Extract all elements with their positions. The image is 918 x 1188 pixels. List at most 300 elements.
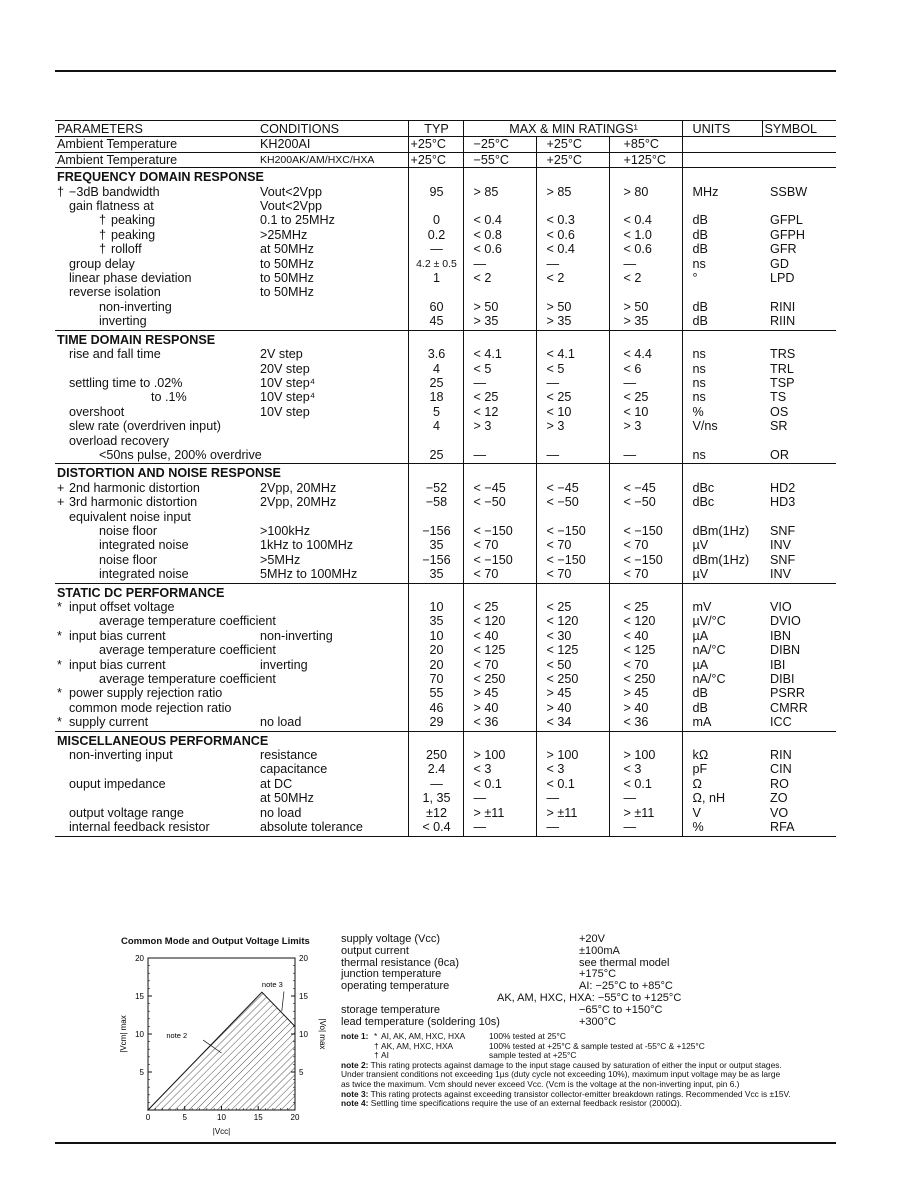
sym-cell: TS <box>770 390 787 405</box>
sym-cell: ZO <box>770 791 788 806</box>
param-text: linear phase deviation <box>69 271 192 286</box>
r1-cell <box>463 464 536 481</box>
abs-max-label: supply voltage (Vcc) <box>341 933 441 945</box>
r1-cell: < 2 <box>463 271 536 285</box>
y-right-tick-label: 20 <box>299 954 308 963</box>
r1-cell: < 40 <box>463 629 536 643</box>
param-text: overshoot <box>69 404 125 419</box>
param-text: reverse isolation <box>69 285 161 300</box>
param-text: output voltage range <box>69 805 184 820</box>
ambient-unit <box>682 137 762 152</box>
r1-cell: < 250 <box>463 672 536 686</box>
table-row <box>55 257 836 271</box>
param-text: integrated noise <box>99 538 189 553</box>
unit-cell: dBm(1Hz) <box>682 553 762 567</box>
sym-cell <box>762 434 836 448</box>
unit-cell <box>682 168 762 185</box>
unit-cell: ns <box>682 257 762 271</box>
unit-cell: nA/°C <box>682 672 762 686</box>
ambient-r2: +25°C <box>536 137 609 152</box>
r2-cell: — <box>536 791 609 805</box>
param-cell <box>55 228 258 242</box>
param-cell <box>55 257 258 271</box>
table-row <box>55 448 836 464</box>
typ-cell: 25 <box>408 376 463 390</box>
r1-cell: > 40 <box>463 701 536 715</box>
notes <box>341 1032 791 1109</box>
typ-cell: 0 <box>408 213 463 227</box>
section-heading <box>55 168 836 185</box>
unit-cell: dB <box>682 686 762 700</box>
r3-cell: — <box>609 257 682 271</box>
footnote-mark: † <box>99 213 107 228</box>
param-text: inverting <box>99 314 147 329</box>
sym-cell: IBN <box>770 628 792 643</box>
param-text: to .1% <box>151 390 187 405</box>
r2-cell: < 125 <box>536 643 609 657</box>
table-row <box>55 434 836 448</box>
r1-cell: > 100 <box>463 748 536 762</box>
param-cell <box>55 419 258 433</box>
sym-cell <box>762 199 836 213</box>
param-text: input bias current <box>69 628 166 643</box>
typ-cell <box>408 510 463 524</box>
cond-cell: >100kHz <box>260 523 311 538</box>
ambient-sym <box>762 137 836 152</box>
r1-cell: — <box>463 791 536 805</box>
r1-cell: — <box>463 448 536 464</box>
unit-cell <box>682 510 762 524</box>
r2-cell <box>536 464 609 481</box>
y-axis-label: |Vcm| max <box>119 1015 128 1053</box>
r3-cell <box>609 731 682 748</box>
param-text: ouput impedance <box>69 776 166 791</box>
typ-cell: 10 <box>408 600 463 614</box>
r3-cell <box>609 510 682 524</box>
r1-cell: — <box>463 820 536 836</box>
cond-cell <box>258 614 408 628</box>
unit-cell: µA <box>682 629 762 643</box>
typ-cell: 1, 35 <box>408 791 463 805</box>
r1-cell: < 0.6 <box>463 242 536 256</box>
table-row <box>55 362 836 376</box>
param-cell <box>55 791 258 805</box>
param-text: non-inverting <box>99 299 172 314</box>
typ-cell: < 0.4 <box>408 820 463 836</box>
cond-cell: 10V step⁴ <box>260 390 316 405</box>
typ-cell <box>408 434 463 448</box>
ambient-r3: +85°C <box>609 137 682 152</box>
r2-cell <box>536 510 609 524</box>
typ-cell: 10 <box>408 629 463 643</box>
param-cell <box>55 185 258 199</box>
typ-cell: 70 <box>408 672 463 686</box>
bottom-rule <box>55 1142 836 1144</box>
note-1a-mark: * <box>374 1031 378 1041</box>
abs-max-value: ±100mA <box>579 944 620 957</box>
sym-cell: TRL <box>770 361 794 376</box>
note-4-label: note 4: <box>341 1098 369 1109</box>
note-4-text: Settling time specifications require the use of an external feedback resistor (2000Ω). <box>370 1098 682 1109</box>
sym-cell: RINI <box>770 299 796 314</box>
abs-max-label: lead temperature (soldering 10s) <box>341 1015 500 1028</box>
cond-cell: inverting <box>260 657 308 672</box>
unit-cell: mV <box>682 600 762 614</box>
r3-cell: < 0.6 <box>609 242 682 256</box>
r1-cell: < 25 <box>463 390 536 404</box>
typ-cell: 55 <box>408 686 463 700</box>
sym-cell: LPD <box>770 271 795 286</box>
cond-cell: >5MHz <box>260 552 301 567</box>
param-text: rise and fall time <box>69 347 161 362</box>
typ-cell: 4 <box>408 419 463 433</box>
sym-cell: TSP <box>770 375 795 390</box>
table-row <box>55 242 836 256</box>
header-ratings: MAX & MIN RATINGS¹ <box>463 121 682 137</box>
param-text: group delay <box>69 256 135 271</box>
sym-cell: INV <box>770 538 792 553</box>
abs-max-label: operating temperature <box>341 980 450 993</box>
param-text: peaking <box>111 213 156 228</box>
param-cell <box>55 553 258 567</box>
note-3-label: note 3: <box>341 1088 369 1099</box>
abs-max-row <box>341 946 841 958</box>
cond-cell <box>258 434 408 448</box>
footnote-mark: † <box>99 227 107 242</box>
table-row <box>55 701 836 715</box>
ambient-sym <box>762 152 836 167</box>
unit-cell: % <box>682 405 762 419</box>
param-cell <box>55 199 258 213</box>
r2-cell: — <box>536 257 609 271</box>
r3-cell: > 100 <box>609 748 682 762</box>
table-row <box>55 820 836 836</box>
cond-cell <box>258 510 408 524</box>
r3-cell <box>609 583 682 600</box>
typ-cell: — <box>408 242 463 256</box>
param-cell <box>55 567 258 583</box>
typ-cell: 20 <box>408 643 463 657</box>
unit-cell <box>682 199 762 213</box>
sym-cell: PSRR <box>770 686 806 701</box>
footnote-mark: * <box>57 600 62 614</box>
y-right-tick-label: 5 <box>299 1068 304 1077</box>
sym-cell: DIBN <box>770 643 801 658</box>
r1-cell <box>463 285 536 299</box>
table-row <box>55 614 836 628</box>
param-text: overload recovery <box>69 433 170 448</box>
r3-cell: < 70 <box>609 538 682 552</box>
table-row <box>55 791 836 805</box>
param-text: non-inverting input <box>69 748 173 763</box>
r3-cell: — <box>609 791 682 805</box>
abs-max-row <box>341 993 841 1005</box>
unit-cell: dB <box>682 300 762 314</box>
ambient-typ: +25°C <box>408 152 463 167</box>
section-title: TIME DOMAIN RESPONSE <box>57 332 216 347</box>
param-text: input offset voltage <box>69 600 175 614</box>
sym-cell: GFR <box>770 242 797 257</box>
param-cell <box>55 715 258 731</box>
r2-cell <box>536 731 609 748</box>
footnote-mark: * <box>57 686 62 701</box>
sym-cell <box>762 330 836 347</box>
param-cell <box>55 643 276 658</box>
typ-cell: −52 <box>408 481 463 495</box>
unit-cell <box>682 583 762 600</box>
param-cell <box>55 347 258 361</box>
param-text: slew rate (overdriven input) <box>69 419 221 434</box>
table-row <box>55 419 836 433</box>
r3-cell: < 120 <box>609 614 682 628</box>
table-row <box>55 629 836 643</box>
header-conditions: CONDITIONS <box>258 121 408 137</box>
param-text: settling time to .02% <box>69 375 183 390</box>
abs-max-row <box>341 1005 841 1017</box>
sym-cell: TRS <box>770 347 796 362</box>
param-cell <box>55 405 258 419</box>
r2-cell: > 45 <box>536 686 609 700</box>
r1-cell: < 0.4 <box>463 213 536 227</box>
r3-cell: < 1.0 <box>609 228 682 242</box>
annotation-note-3: note 3 <box>261 979 283 989</box>
sym-cell: SR <box>770 419 788 434</box>
r3-cell: > 45 <box>609 686 682 700</box>
section-title: DISTORTION AND NOISE RESPONSE <box>57 466 281 481</box>
r2-cell: < 10 <box>536 405 609 419</box>
r3-cell: > 3 <box>609 419 682 433</box>
cond-cell: 5MHz to 100MHz <box>258 567 408 583</box>
table-header <box>55 121 836 137</box>
table-row <box>55 806 836 820</box>
r3-cell <box>609 464 682 481</box>
unit-cell: Ω, nH <box>682 791 762 805</box>
r3-cell: < 6 <box>609 362 682 376</box>
table-row <box>55 228 836 242</box>
note-2-label: note 2: <box>341 1059 369 1070</box>
abs-max-value: +175°C <box>579 968 617 981</box>
r1-cell: > 50 <box>463 300 536 314</box>
note-2 <box>341 1061 791 1090</box>
r2-cell: < 25 <box>536 390 609 404</box>
param-cell <box>55 434 258 448</box>
r2-cell: < −150 <box>536 553 609 567</box>
r1-cell: < 70 <box>463 567 536 583</box>
y-tick-label: 15 <box>135 992 144 1001</box>
cond-cell <box>258 448 408 464</box>
r2-cell: > ±11 <box>536 806 609 820</box>
r2-cell: < −50 <box>536 495 609 509</box>
r3-cell: > 40 <box>609 701 682 715</box>
r1-cell: < 3 <box>463 762 536 776</box>
unit-cell: dB <box>682 314 762 330</box>
sym-cell: OR <box>762 448 836 464</box>
unit-cell <box>682 330 762 347</box>
sym-cell: ICC <box>762 715 836 731</box>
r1-cell: > 45 <box>463 686 536 700</box>
r1-cell <box>463 330 536 347</box>
cond-cell <box>258 300 408 314</box>
note-1b-value: 100% tested at +25°C & sample tested at -55°C & +125°C <box>489 1040 705 1051</box>
r3-cell: < 4.4 <box>609 347 682 361</box>
r2-cell: < −45 <box>536 481 609 495</box>
footnote-mark: * <box>57 628 62 643</box>
section-title: MISCELLANEOUS PERFORMANCE <box>57 733 269 748</box>
table-row <box>55 658 836 672</box>
param-cell <box>55 658 258 672</box>
typ-cell: 46 <box>408 701 463 715</box>
y-tick-label: 5 <box>139 1068 144 1077</box>
unit-cell: µV/°C <box>682 614 762 628</box>
sym-cell <box>762 583 836 600</box>
sym-cell: CIN <box>770 762 792 777</box>
r1-cell: — <box>463 376 536 390</box>
r2-cell: < 25 <box>536 600 609 614</box>
r1-cell: < 12 <box>463 405 536 419</box>
cond-cell: 2Vpp, 20MHz <box>260 495 337 510</box>
abs-max-label: thermal resistance (θca) <box>341 956 459 969</box>
r1-cell: < 125 <box>463 643 536 657</box>
r1-cell <box>463 583 536 600</box>
r2-cell <box>536 434 609 448</box>
cond-cell: resistance <box>260 748 318 763</box>
table-row <box>55 285 836 299</box>
r3-cell: < −50 <box>609 495 682 509</box>
unit-cell: dBc <box>682 495 762 509</box>
param-text: average temperature coefficient <box>99 643 276 658</box>
sym-cell <box>762 464 836 481</box>
r2-cell: < 3 <box>536 762 609 776</box>
param-text: −3dB bandwidth <box>69 184 160 199</box>
typ-cell: 35 <box>408 538 463 552</box>
r3-cell <box>609 199 682 213</box>
r2-cell <box>536 199 609 213</box>
ambient-unit <box>682 152 762 167</box>
table-row <box>55 672 836 686</box>
sym-cell: SSBW <box>770 184 808 199</box>
cond-cell: capacitance <box>260 762 328 777</box>
r1-cell: > 3 <box>463 419 536 433</box>
section-heading <box>55 731 836 748</box>
r2-cell: < −150 <box>536 524 609 538</box>
r3-cell: < 0.4 <box>609 213 682 227</box>
unit-cell: pF <box>682 762 762 776</box>
cond-cell: no load <box>260 805 302 820</box>
r1-cell: < 0.1 <box>463 777 536 791</box>
ambient-r2: +25°C <box>536 152 609 167</box>
r3-cell: < 70 <box>609 658 682 672</box>
section-title: STATIC DC PERFORMANCE <box>57 585 225 600</box>
r3-cell: < −150 <box>609 553 682 567</box>
unit-cell: dB <box>682 701 762 715</box>
unit-cell: ns <box>682 390 762 404</box>
note-1c <box>341 1051 791 1061</box>
table-row <box>55 553 836 567</box>
table-row <box>55 777 836 791</box>
r3-cell: < 36 <box>609 715 682 731</box>
r2-cell: < 34 <box>536 715 609 731</box>
table-row <box>55 510 836 524</box>
header-typ: TYP <box>408 121 463 137</box>
table-row <box>55 643 836 657</box>
table-row <box>55 271 836 285</box>
sym-cell: DIBI <box>770 672 795 687</box>
typ-cell: 45 <box>408 314 463 330</box>
ambient-cond: KH200AI <box>258 137 408 152</box>
abs-max-value: +20V <box>579 933 605 945</box>
ambient-cond: KH200AK/AM/HXC/HXA <box>258 152 408 167</box>
note-1b-key: AK, AM, HXC, HXA <box>381 1040 454 1051</box>
r2-cell: < 0.1 <box>536 777 609 791</box>
r2-cell: < 50 <box>536 658 609 672</box>
r1-cell <box>463 510 536 524</box>
param-cell <box>55 701 258 715</box>
note-4 <box>341 1099 791 1109</box>
typ-cell: 2.4 <box>408 762 463 776</box>
cond-cell: non-inverting <box>260 628 333 643</box>
r2-cell: < 4.1 <box>536 347 609 361</box>
sym-cell <box>762 285 836 299</box>
sym-cell <box>762 510 836 524</box>
sym-cell: DVIO <box>770 614 801 629</box>
r2-cell: > 50 <box>536 300 609 314</box>
cond-cell: 0.1 to 25MHz <box>260 213 335 228</box>
r2-cell: < 0.3 <box>536 213 609 227</box>
annotation-note-2: note 2 <box>166 1030 188 1040</box>
ambient-param: Ambient Temperature <box>55 137 258 152</box>
footnote-mark: + <box>57 480 65 495</box>
r3-cell: — <box>609 820 682 836</box>
typ-cell <box>408 731 463 748</box>
param-cell <box>55 481 258 495</box>
param-cell <box>55 538 258 552</box>
cond-cell <box>258 314 408 330</box>
sym-cell: RIN <box>770 748 792 763</box>
sym-cell: GFPH <box>770 227 806 242</box>
sym-cell: GFPL <box>770 213 803 228</box>
param-cell <box>55 376 258 390</box>
cond-cell: no load <box>258 715 408 731</box>
r3-cell: < −150 <box>609 524 682 538</box>
r3-cell: > ±11 <box>609 806 682 820</box>
y-right-tick-label: 15 <box>299 992 308 1001</box>
ambient-r3: +125°C <box>609 152 682 167</box>
safe-region <box>148 992 295 1110</box>
cond-cell: 10V step⁴ <box>260 375 316 390</box>
param-cell <box>55 510 258 524</box>
table-row <box>55 405 836 419</box>
typ-cell: 5 <box>408 405 463 419</box>
r3-cell: < 40 <box>609 629 682 643</box>
table-row <box>55 567 836 583</box>
param-text: rolloff <box>111 242 142 257</box>
cond-cell <box>258 701 408 715</box>
r1-cell: > 35 <box>463 314 536 330</box>
header-symbol: SYMBOL <box>762 121 836 137</box>
unit-cell: ns <box>682 376 762 390</box>
table-row <box>55 715 836 731</box>
r3-cell: < 25 <box>609 600 682 614</box>
cond-cell <box>258 686 408 700</box>
typ-cell: −58 <box>408 495 463 509</box>
unit-cell: V <box>682 806 762 820</box>
cond-cell: 10V step <box>260 404 310 419</box>
typ-cell: 25 <box>408 448 463 464</box>
param-cell <box>55 447 262 464</box>
unit-cell: dB <box>682 228 762 242</box>
typ-cell: — <box>408 777 463 791</box>
sym-cell: IBI <box>770 657 786 672</box>
